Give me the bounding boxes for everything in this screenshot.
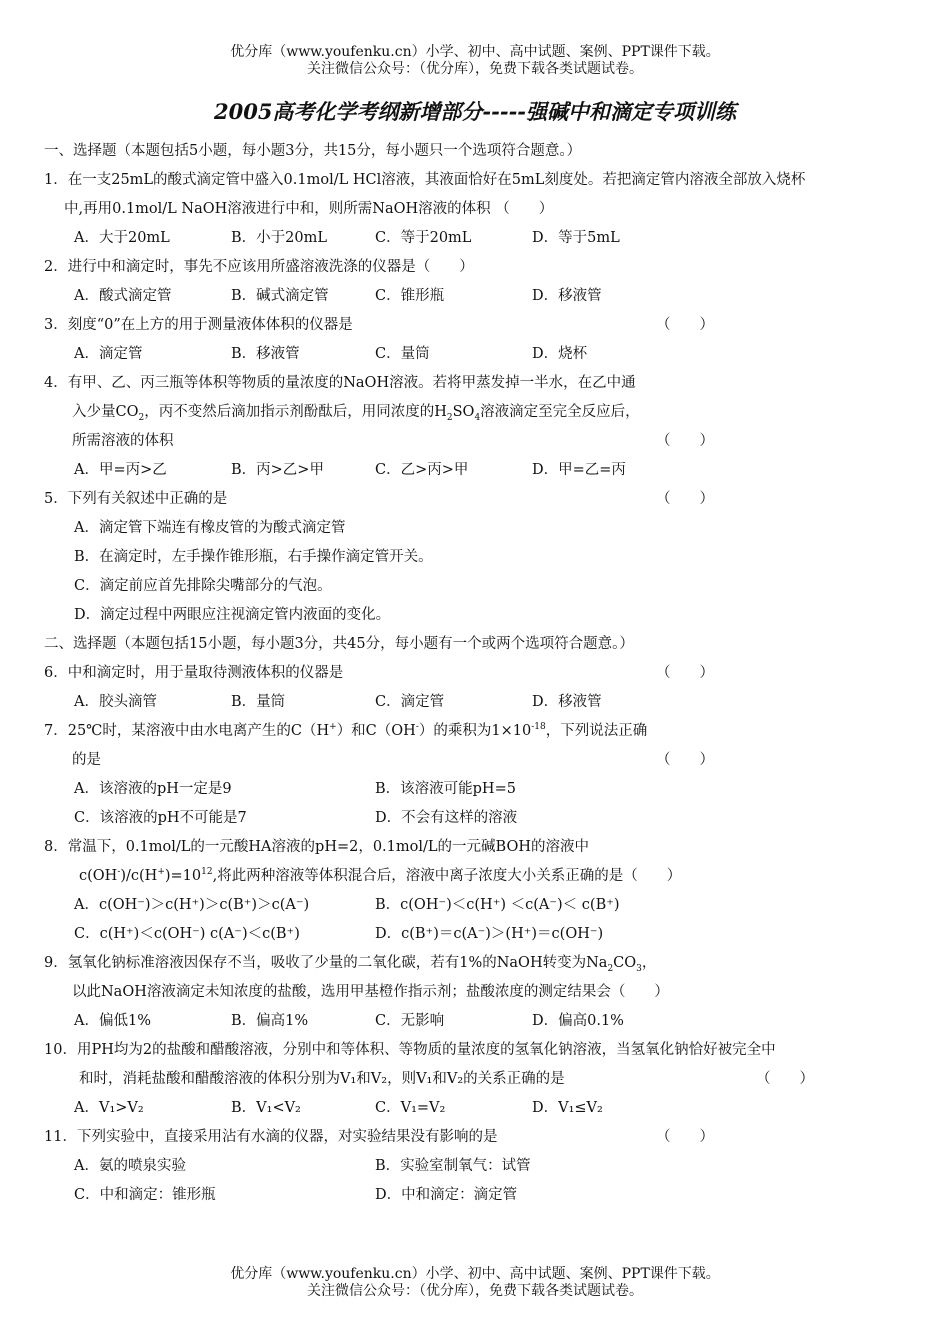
option-d: D．等于5mL — [532, 230, 620, 246]
question-7-line-2 — [44, 746, 924, 775]
question-11-line-1 — [44, 1123, 924, 1152]
subscript: 2 — [446, 412, 453, 423]
question-9-line-1 — [44, 949, 924, 978]
subscript: 4 — [474, 412, 481, 423]
text: ）的乘积为1×10 — [418, 723, 532, 739]
text: SO — [452, 404, 475, 420]
option-c: C．锥形瓶 — [375, 288, 445, 304]
option-b: B．移液管 — [231, 346, 300, 362]
superscript: - — [415, 722, 419, 733]
question-7-options-row-1 — [44, 775, 924, 804]
question-4-options — [44, 456, 924, 485]
option-c: C．c(H⁺)＜c(OH⁻) c(A⁻)＜c(B⁺) — [74, 926, 300, 942]
question-11-options-row-2 — [44, 1181, 924, 1210]
question-4-line-2 — [44, 398, 924, 427]
answer-bracket: （ ） — [656, 491, 714, 507]
question-8-line-1: 8．常温下，0.1mol/L的一元酸HA溶液的pH=2，0.1mol/L的一元碱BOH的溶液中 — [44, 839, 589, 855]
text: 7．25℃时，某溶液中由水电离产生的C（H — [44, 723, 330, 739]
question-10-line-1: 10．用PH均为2的盐酸和醋酸溶液，分别中和等体积、等物质的量浓度的氢氧化钠溶液，当氢氧化钠恰好被完全中 — [44, 1042, 776, 1058]
option-d: D．偏高0.1% — [532, 1013, 624, 1029]
text: 溶液滴定至完全反应后， — [480, 404, 640, 420]
question-5-text: 5．下列有关叙述中正确的是 — [44, 491, 228, 507]
question-8-line-2 — [44, 862, 924, 891]
option-d: D．滴定过程中两眼应注视滴定管内液面的变化。 — [74, 607, 391, 623]
text: CO — [613, 955, 637, 971]
question-10-line-2 — [44, 1065, 924, 1094]
option-b: B．在滴定时，左手操作锥形瓶，右手操作滴定管开关。 — [74, 549, 433, 565]
exam-content — [44, 137, 924, 1210]
question-10-text: 和时，消耗盐酸和醋酸溶液的体积分别为V₁和V₂，则V₁和V₂的关系正确的是 — [79, 1071, 565, 1087]
question-10-options — [44, 1094, 924, 1123]
option-a: A．大于20mL — [74, 230, 170, 246]
option-d: D．甲=乙=丙 — [532, 462, 626, 478]
text: 入少量CO — [72, 404, 139, 420]
option-a: A．胶头滴管 — [74, 694, 157, 710]
question-9-line-2: 以此NaOH溶液滴定未知浓度的盐酸，选用甲基橙作指示剂；盐酸浓度的测定结果会（ ） — [72, 984, 669, 1000]
question-7-options-row-2 — [44, 804, 924, 833]
option-a: A．氨的喷泉实验 — [74, 1158, 186, 1174]
subscript: 2 — [138, 412, 145, 423]
answer-bracket: （ ） — [656, 1129, 714, 1145]
question-7-text: 的是 — [72, 752, 101, 768]
question-8-options-row-1 — [44, 891, 924, 920]
option-a: A．甲=丙>乙 — [74, 462, 167, 478]
option-c: C．乙>丙>甲 — [375, 462, 469, 478]
question-2-line-1: 2．进行中和滴定时，事先不应该用所盛溶液洗涤的仪器是（ ） — [44, 259, 474, 275]
text: )/c(H — [120, 868, 158, 884]
question-3-text: 3．刻度“0”在上方的用于测量液体体积的仪器是 — [44, 317, 353, 333]
option-c: C．无影响 — [375, 1013, 445, 1029]
question-6-text: 6．中和滴定时，用于量取待测液体积的仪器是 — [44, 665, 344, 681]
question-11-text: 11．下列实验中，直接采用沾有水滴的仪器，对实验结果没有影响的是 — [44, 1129, 498, 1145]
subscript: 2 — [607, 963, 614, 974]
text: ，丙不变然后滴加指示剂酚酞后，用同浓度的H — [144, 404, 447, 420]
text: c(OH — [79, 868, 118, 884]
option-d: D．中和滴定：滴定管 — [375, 1187, 518, 1203]
answer-bracket: （ ） — [656, 317, 714, 333]
superscript: 12 — [201, 867, 213, 878]
question-2-options — [44, 282, 924, 311]
question-11-options-row-1 — [44, 1152, 924, 1181]
question-5-line-1 — [44, 485, 924, 514]
superscript: - — [117, 867, 121, 878]
superscript: + — [329, 722, 337, 733]
question-4-line-1: 4．有甲、乙、丙三瓶等体积等物质的量浓度的NaOH溶液。若将甲蒸发掉一半水，在乙中通 — [44, 375, 636, 391]
header-line-2: 关注微信公众号：（优分库），免费下载各类试题试卷。 — [307, 61, 643, 77]
question-7-line-1 — [44, 717, 924, 746]
question-6-line-1 — [44, 659, 924, 688]
footer-line-2: 关注微信公众号：（优分库），免费下载各类试题试卷。 — [307, 1283, 643, 1299]
question-4-line-3 — [44, 427, 924, 456]
question-1-line-2: 中,再用0.1mol/L NaOH溶液进行中和，则所需NaOH溶液的体积 （ ） — [64, 201, 554, 217]
superscript: -18 — [531, 722, 546, 733]
option-d: D．烧杯 — [532, 346, 588, 362]
option-d: D．c(B⁺)＝c(A⁻)＞(H⁺)＝c(OH⁻) — [375, 926, 604, 942]
section-1-heading: 一、选择题（本题包括5小题，每小题3分，共15分，每小题只一个选项符合题意。） — [44, 143, 582, 159]
option-c: C．量筒 — [375, 346, 430, 362]
answer-bracket: （ ） — [656, 433, 714, 449]
option-b: B．实验室制氧气：试管 — [375, 1158, 531, 1174]
question-9-options — [44, 1007, 924, 1036]
page-header — [0, 44, 950, 78]
question-3-options — [44, 340, 924, 369]
question-1-line-1: 1．在一支25mL的酸式滴定管中盛入0.1mol/L HCl溶液，其液面恰好在5mL刻度处。若把滴定管内溶液全部放入烧杯 — [44, 172, 806, 188]
option-a: A．滴定管下端连有橡皮管的为酸式滴定管 — [74, 520, 346, 536]
text: ）和C（OH — [336, 723, 416, 739]
answer-bracket: （ ） — [756, 1071, 814, 1087]
option-d: D．移液管 — [532, 288, 602, 304]
superscript: + — [157, 867, 165, 878]
option-c: C．滴定管 — [375, 694, 445, 710]
option-a: A．滴定管 — [74, 346, 143, 362]
option-d: D．V₁≤V₂ — [532, 1100, 603, 1116]
option-b: B．丙>乙>甲 — [231, 462, 324, 478]
question-3-line-1 — [44, 311, 924, 340]
option-c: C．滴定前应首先排除尖嘴部分的气泡。 — [74, 578, 332, 594]
option-c: C．V₁=V₂ — [375, 1100, 446, 1116]
text: 9．氢氧化钠标准溶液因保存不当，吸收了少量的二氧化碳，若有1%的NaOH转变为Na — [44, 955, 608, 971]
page-footer — [0, 1266, 950, 1300]
answer-bracket: （ ） — [656, 665, 714, 681]
option-c: C．该溶液的pH不可能是7 — [74, 810, 247, 826]
option-a: A．c(OH⁻)＞c(H⁺)＞c(B⁺)＞c(A⁻) — [74, 897, 310, 913]
text: ，下列说法正确 — [545, 723, 648, 739]
option-b: B．该溶液可能pH=5 — [375, 781, 516, 797]
option-d: D．不会有这样的溶液 — [375, 810, 518, 826]
option-a: A．该溶液的pH一定是9 — [74, 781, 232, 797]
option-a: A．偏低1% — [74, 1013, 151, 1029]
option-b: B．碱式滴定管 — [231, 288, 329, 304]
option-a: A．酸式滴定管 — [74, 288, 172, 304]
option-c: C．中和滴定：锥形瓶 — [74, 1187, 216, 1203]
subscript: 3 — [636, 963, 642, 974]
option-a: A．V₁>V₂ — [74, 1100, 144, 1116]
option-d: D．移液管 — [532, 694, 602, 710]
document-title: 2005高考化学考纲新增部分-----强碱中和滴定专项训练 — [213, 99, 737, 124]
option-b: B．c(OH⁻)＜c(H⁺) ＜c(A⁻)＜ c(B⁺) — [375, 897, 620, 913]
option-b: B．偏高1% — [231, 1013, 309, 1029]
section-2-heading: 二、选择题（本题包括15小题，每小题3分，共45分，每小题有一个或两个选项符合题意。） — [44, 636, 634, 652]
text: ， — [641, 955, 657, 971]
footer-line-1: 优分库（www.youfenku.cn）小学、初中、高中试题、案例、PPT课件下载。 — [230, 1266, 720, 1282]
question-4-text: 所需溶液的体积 — [72, 433, 174, 449]
question-8-options-row-2 — [44, 920, 924, 949]
option-b: B．量筒 — [231, 694, 286, 710]
option-b: B．V₁<V₂ — [231, 1100, 301, 1116]
option-b: B．小于20mL — [231, 230, 327, 246]
text: ,将此两种溶液等体积混合后，溶液中离子浓度大小关系正确的是（ ） — [212, 868, 682, 884]
question-1-options — [44, 224, 924, 253]
option-c: C．等于20mL — [375, 230, 472, 246]
text: )=10 — [164, 868, 202, 884]
question-6-options — [44, 688, 924, 717]
header-line-1: 优分库（www.youfenku.cn）小学、初中、高中试题、案例、PPT课件下载。 — [230, 44, 720, 60]
answer-bracket: （ ） — [656, 752, 714, 768]
